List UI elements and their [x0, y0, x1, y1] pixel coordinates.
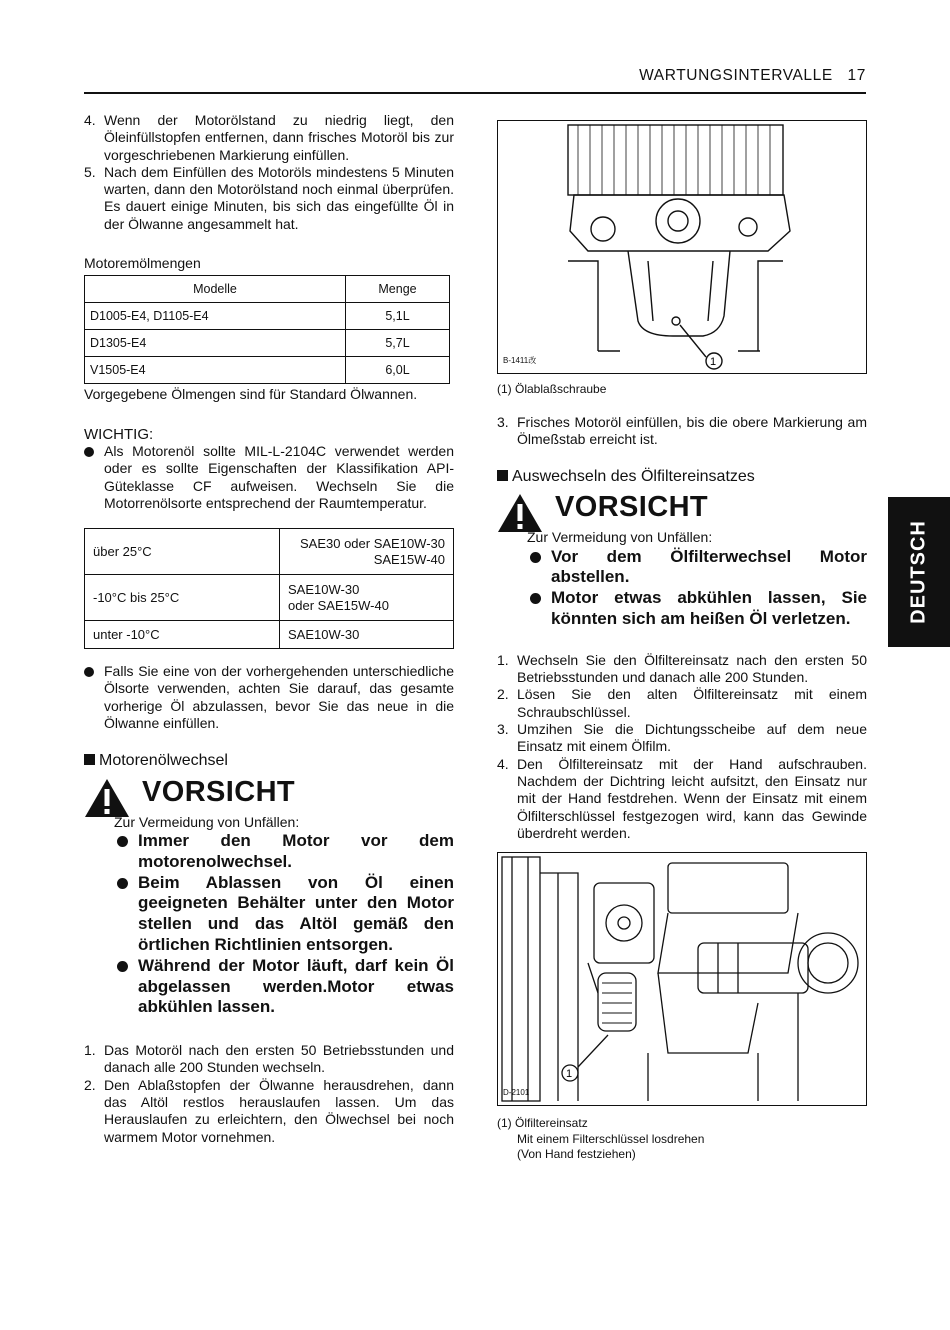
caution-bullet — [527, 588, 867, 630]
caution-bullet — [114, 873, 454, 956]
step-number: 1. — [497, 651, 509, 668]
oil-filter-illustration — [498, 853, 866, 1105]
caution-subtitle: Zur Vermeidung von Unfällen: — [114, 813, 300, 830]
important-label: WICHTIG: — [84, 425, 154, 443]
caution-bullets — [84, 831, 454, 1018]
oil-grade: oder SAE15W-40 — [288, 597, 389, 613]
step-text: Wenn der Motorölstand zu niedrig liegt, den Öleinfüllstopfen entfernen, dann frisches Motoröl bis zur vorgeschriebenen Markierung einfüllen. — [104, 112, 454, 163]
filter-steps — [497, 652, 867, 842]
table-cell: über 25°C — [85, 529, 280, 575]
oil-grade: SAE15W-40 — [373, 551, 445, 567]
step-item — [84, 1077, 454, 1146]
table-row — [85, 575, 454, 621]
table-header-row — [85, 276, 450, 303]
table-cell — [280, 575, 454, 621]
important-bullet — [84, 443, 454, 512]
step-item — [84, 164, 454, 233]
bullet-text: Falls Sie eine von der vorhergehenden unterschiedliche Ölsorte verwenden, achten Sie darauf, das gesamte vorherige Öl abzulassen, bevor Sie das neue in die Ölwanne einfüllen. — [104, 663, 454, 732]
right-column — [497, 120, 867, 1163]
table-cell: D1005-E4, D1105-E4 — [85, 303, 346, 330]
section-heading — [84, 752, 454, 769]
figure-code: D-2101 — [503, 1087, 530, 1097]
language-tab-label: DEUTSCH — [907, 520, 930, 624]
steps-bottom — [84, 1042, 454, 1146]
step-item — [497, 414, 867, 449]
step-item — [497, 686, 867, 721]
square-bullet — [497, 470, 508, 481]
caution-bullets — [497, 547, 867, 630]
oil-grade: SAE30 oder SAE10W-30 — [299, 535, 445, 551]
table-cell: 5,7L — [346, 330, 450, 357]
caution-word: VORSICHT — [555, 491, 709, 524]
figure-caption — [497, 1116, 867, 1163]
caution-bullet — [114, 831, 454, 873]
caution-box — [84, 775, 454, 816]
caption-line: Mit einem Filterschlüssel losdrehen — [517, 1131, 705, 1146]
step-item — [497, 652, 867, 687]
caution-word: VORSICHT — [142, 775, 296, 808]
page-number: 17 — [847, 67, 866, 84]
figure-caption: (1) Ölablaßschraube — [497, 382, 607, 396]
warning-triangle-icon — [84, 778, 130, 818]
page-header — [84, 64, 866, 94]
step-number: 3. — [497, 413, 509, 430]
warning-triangle-icon — [497, 493, 543, 533]
caption-line: (1) Ölfiltereinsatz — [497, 1116, 588, 1131]
step-item — [497, 721, 867, 756]
table-row — [85, 303, 450, 330]
step-text: Den Ölfiltereinsatz mit der Hand aufschrauben. Nachdem der Dichtring leicht aufsitzt, den Einsatz nur mit der Hand festdrehen. Wenn der Einsatz mit einem Ölfilterschlüssel festgezogen wird, kann das Gewinde überdreht werden. — [517, 755, 867, 841]
table-cell: SAE10W-30 — [280, 621, 454, 649]
table-cell: 6,0L — [346, 357, 450, 384]
table-cell: D1305-E4 — [85, 330, 346, 357]
section-heading-text: Auswechseln des Ölfiltereinsatzes — [512, 468, 755, 486]
table-row — [85, 621, 454, 649]
table-row — [85, 330, 450, 357]
oil-note: Vorgegebene Ölmengen sind für Standard Ölwannen. — [84, 386, 418, 403]
step-text: Frisches Motoröl einfüllen, bis die obere Markierung am Ölmeßstab erreicht ist. — [517, 413, 867, 447]
bullet-dot — [84, 667, 94, 677]
table-row — [85, 357, 450, 384]
step-number: 1. — [84, 1042, 96, 1059]
step-text: Das Motoröl nach den ersten 50 Betriebsstunden und danach alle 200 Stunden wechseln. — [104, 1042, 454, 1076]
table-cell: V1505-E4 — [85, 357, 346, 384]
table-cell: -10°C bis 25°C — [85, 575, 280, 621]
bullet-text: Als Motorenöl sollte MIL-L-2104C verwendet werden oder es sollte Eigenschaften der Klassifikation API-Güteklasse CF aufweisen. Wechseln Sie die Motorrenölsorte entsprechend der Raumtemperatur. — [104, 442, 454, 511]
bullet-dot — [530, 593, 541, 604]
bullet-dot — [530, 552, 541, 563]
step3-list — [497, 414, 867, 449]
step-number: 4. — [497, 755, 509, 772]
oil-filter-figure — [497, 852, 867, 1106]
falls-bullet — [84, 663, 454, 732]
language-tab — [888, 497, 950, 647]
caution-subtitle: Zur Vermeidung von Unfällen: — [527, 529, 713, 546]
step-text: Lösen Sie den alten Ölfiltereinsatz mit einem Schraubschlüssel. — [517, 686, 867, 720]
figure-marker: 1 — [710, 356, 717, 368]
oil-quantity-table — [84, 275, 450, 384]
step-number: 5. — [84, 163, 96, 180]
caution-bullet-text: Motor etwas abkühlen lassen, Sie könnten sich am heißen Öl verletzen. — [551, 588, 867, 629]
caution-bullet-text: Vor dem Ölfilterwechsel Motor abstellen. — [551, 546, 867, 587]
step-number: 3. — [497, 721, 509, 738]
step-item — [84, 1042, 454, 1077]
step-text: Wechseln Sie den Ölfiltereinsatz nach den ersten 50 Betriebsstunden und danach alle 200 Stunden. — [517, 651, 867, 686]
caution-bullet-text: Beim Ablassen von Öl einen geeigneten Behälter unter den Motor stellen und das Altöl gemäß den örtlichen Richtlinien entsorgen. — [138, 872, 454, 954]
step-number: 2. — [84, 1076, 96, 1093]
step-number: 4. — [84, 112, 96, 128]
table-cell: 5,1L — [346, 303, 450, 330]
left-column — [84, 112, 454, 1146]
oil-grade: SAE10W-30 — [288, 581, 360, 597]
caption-line: (Von Hand festziehen) — [517, 1147, 636, 1162]
header-text — [639, 67, 866, 85]
caution-bullet — [527, 547, 867, 589]
step-number: 2. — [497, 686, 509, 703]
square-bullet — [84, 754, 95, 765]
table-header-cell: Menge — [346, 276, 450, 303]
table-cell: unter -10°C — [85, 621, 280, 649]
bullet-dot — [117, 878, 128, 889]
oil-quantity-title: Motoremölmengen — [84, 255, 201, 272]
step-item — [497, 756, 867, 842]
bullet-dot — [117, 961, 128, 972]
bullet-dot — [117, 836, 128, 847]
oil-pan-illustration — [498, 121, 866, 373]
section-heading-text: Motorenölwechsel — [99, 752, 228, 770]
section-title: WARTUNGSINTERVALLE — [639, 67, 833, 84]
section-heading — [497, 468, 867, 485]
step-text: Den Ablaßstopfen der Ölwanne herausdrehen, dann das Altöl restlos herauslaufen lassen. Um das Herauslaufen zu erleichtern, den Ölwechsel bei noch warmem Motor vornehmen. — [104, 1076, 454, 1145]
step-item — [84, 112, 454, 164]
figure-code: B-1411改 — [503, 355, 537, 365]
step-text: Nach dem Einfüllen des Motoröls mindestens 5 Minuten warten, dann den Motorölstand noch einmal überprüfen. Es dauert einige Minuten, bis sich das eingefüllte Öl in der Ölwanne angesammelt hat. — [104, 163, 454, 232]
caution-bullet — [114, 956, 454, 1018]
bullet-dot — [84, 447, 94, 457]
steps-top — [84, 112, 454, 233]
table-row — [85, 529, 454, 575]
caution-bullet-text: Während der Motor läuft, darf kein Öl abgelassen werden.Motor etwas abkühlen lassen. — [138, 955, 454, 1017]
table-cell — [280, 529, 454, 575]
table-header-cell: Modelle — [85, 276, 346, 303]
figure-marker: 1 — [566, 1068, 573, 1081]
oil-drain-figure — [497, 120, 867, 374]
viscosity-table — [84, 528, 454, 649]
caution-bullet-text: Immer den Motor vor dem motorenolwechsel. — [138, 830, 454, 871]
caution-box — [497, 493, 867, 531]
step-text: Umzihen Sie die Dichtungsscheibe auf dem neue Einsatz mit einem Ölfilm. — [517, 721, 867, 755]
